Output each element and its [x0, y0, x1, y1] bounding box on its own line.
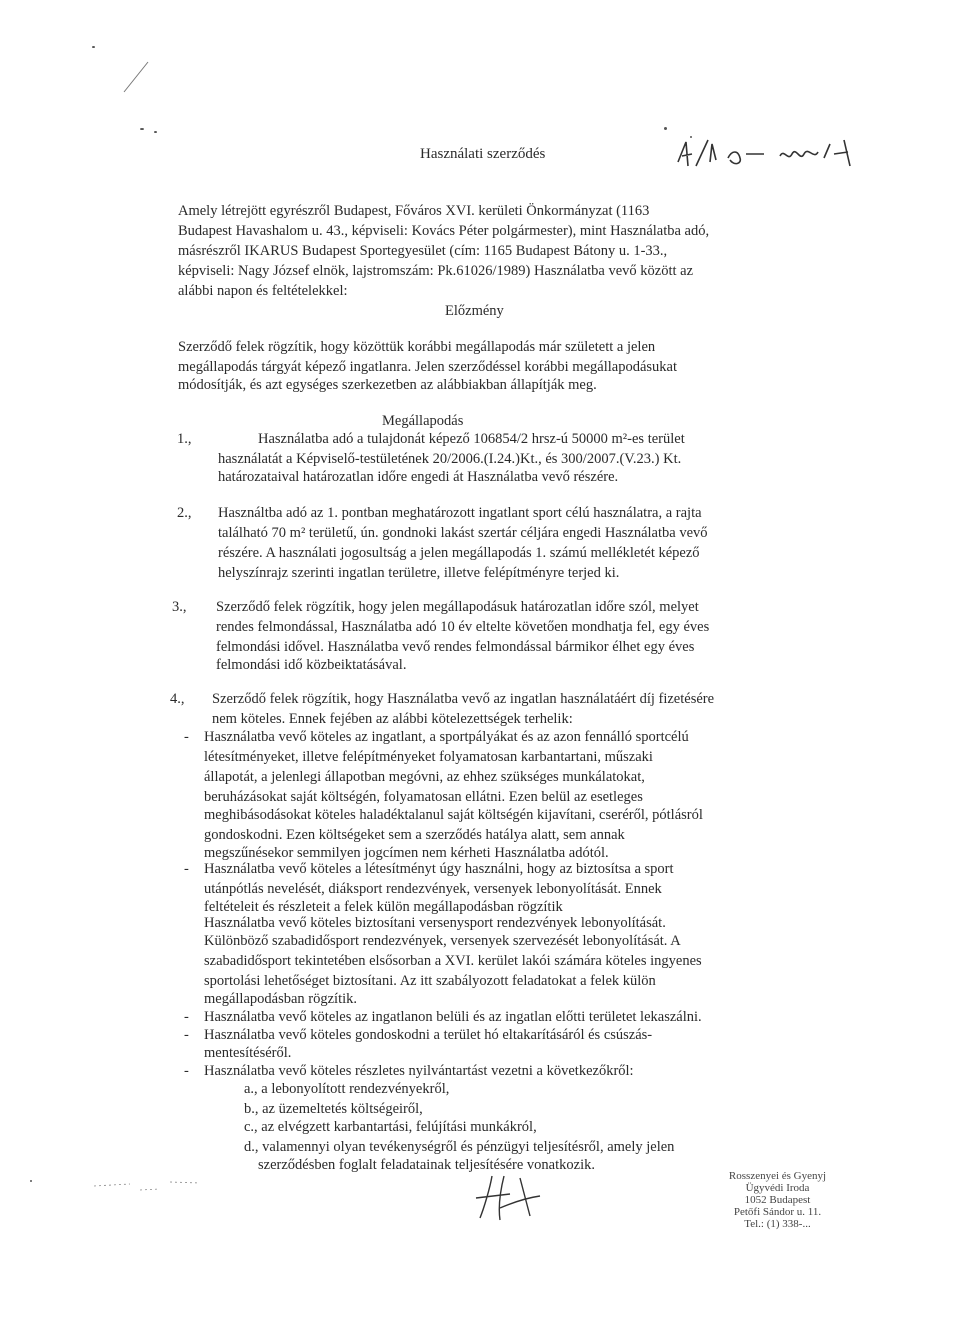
bullet-3-line: megállapodásban rögzítik.	[204, 991, 358, 1007]
bullet-5-line: Használatba vevő köteles gondoskodni a terület hó eltakarításáról és csúszás-	[204, 1027, 653, 1043]
paragraph-3-line: felmondási idő közbeiktatásával.	[216, 657, 407, 673]
subitem: d., valamennyi olyan tevékenységről és pénzügyi teljesítésről, amely jelen	[244, 1139, 675, 1155]
paragraph-2-line: helyszínrajz szerinti ingatlan területre, illetve felépítményre terjed ki.	[218, 565, 620, 581]
paragraph-2-line: Használtba adó az 1. pontban meghatározott ingatlant sport célú használatra, a rajta	[218, 505, 702, 521]
bullet-1-line: meghibásodásokat köteles haladéktalanul saját költségén kijavítani, cseréről, pótlásról	[204, 807, 703, 823]
preamble-line: megállapodás tárgyát képező ingatlanra. Jelen szerződéssel korábbi megállapodásukat	[178, 359, 677, 375]
subitem: a., a lebonyolított rendezvényekről,	[244, 1081, 450, 1097]
scan-speck	[92, 46, 95, 48]
bullet-1-line: gondoskodni. Ezen költségeket sem a szerződés hatálya alatt, sem annak	[204, 827, 625, 843]
subitem: b., az üzemeltetés költségeiről,	[244, 1101, 423, 1117]
paragraph-1-line: Használatba adó a tulajdonát képező 106854/2 hrsz-ú 50000 m²-es terület	[258, 431, 685, 447]
stamp-line: Ügyvédi Iroda	[745, 1182, 810, 1194]
bullet-3-line: Különböző szabadidősport rendezvények, versenyek szervezését lebonyolítását. A	[204, 933, 681, 949]
preamble-line: módosítják, és azt egységes szerkezetben az alábbiakban állapítják meg.	[178, 377, 597, 393]
preamble-heading: Előzmény	[445, 303, 504, 319]
bullet-2-line: feltételeit és részleteit a felek külön megállapodásban rögzítik	[204, 899, 563, 915]
paragraph-number: 4.,	[170, 691, 185, 707]
bullet-1-line: létesítményeket, illetve felépítményeket folyamatosan karbantartani, műszaki	[204, 749, 653, 765]
bullet-3-line: szabadidősport tekintetében elsősorban a XVI. kerület lakói számára köteles ingyenes	[204, 953, 702, 969]
preamble-line: Szerződő felek rögzítik, hogy közöttük korábbi megállapodás már született a jelen	[178, 339, 656, 355]
bullet-dash: -	[184, 1009, 189, 1025]
intro-line: másrészről IKARUS Budapest Sportegyesület (cím: 1165 Budapest Bátony u. 1-33.,	[178, 243, 668, 259]
paragraph-3-line: Szerződő felek rögzítik, hogy jelen megállapodásuk határozatlan időre szól, melyet	[216, 599, 699, 615]
subitem: c., az elvégzett karbantartási, felújítási munkákról,	[244, 1119, 537, 1135]
bullet-dash: -	[184, 1027, 189, 1043]
intro-line: Amely létrejött egyrészről Budapest, Főváros XVI. kerületi Önkormányzat (1163	[178, 203, 650, 219]
paragraph-2-line: található 70 m² területű, ún. gondnoki lakást szertár céljára engedi Használatba vevő	[218, 525, 708, 541]
paragraph-1-line: használatát a Képviselő-testületének 20/2006.(I.24.)Kt., és 300/2007.(V.23.) Kt.	[218, 451, 682, 467]
page-title: Használati szerződés	[420, 146, 546, 162]
scan-speck	[140, 128, 144, 130]
scan-speck	[154, 131, 157, 133]
bullet-dash: -	[184, 1063, 189, 1079]
bullet-4-line: Használatba vevő köteles az ingatlanon belüli és az ingatlan előtti területet lekaszálni.	[204, 1009, 702, 1025]
intro-line: képviseli: Nagy József elnök, lajstromszám: Pk.61026/1989) Használatba vevő között az	[178, 263, 694, 279]
stamp-line: Tel.: (1) 338-...	[744, 1218, 811, 1230]
bullet-1-line: beruházásokat saját költségén, folyamatosan ellátni. Ezen belül az esetleges	[204, 789, 643, 805]
bullet-6-line: Használatba vevő köteles részletes nyilvántartást vezetni a következőkről:	[204, 1063, 634, 1079]
handwritten-note	[668, 132, 858, 178]
paragraph-3-line: felmondási idővel. Használatba vevő rendes felmondással bármikor élhet egy éves	[216, 639, 695, 655]
bullet-2-line: Használatba vevő köteles a létesítményt úgy használni, hogy az biztosítsa a sport	[204, 861, 674, 877]
scan-noise	[90, 1172, 210, 1202]
paragraph-2-line: részére. A használati jogosultság a jelen megállapodás 1. számú mellékletét képező	[218, 545, 700, 561]
bullet-2-line: utánpótlás nevelését, diáksport rendezvények, versenyek lebonyolítását. Ennek	[204, 881, 662, 897]
stamp-line: Rosszenyei és Gyenyj	[728, 1170, 827, 1182]
signature	[470, 1168, 560, 1224]
subitem: szerződésben foglalt feladatainak teljesítésére vonatkozik.	[258, 1157, 595, 1173]
paragraph-number: 3.,	[172, 599, 187, 615]
bullet-dash: -	[184, 861, 189, 877]
stamp-line: 1052 Budapest	[744, 1194, 811, 1206]
stamp	[690, 1170, 865, 1230]
paragraph-1-line: határozataival határozatlan időre engedi át Használatba vevő részére.	[218, 469, 619, 485]
paragraph-number: 1.,	[177, 431, 192, 447]
scan-speck	[664, 127, 667, 130]
bullet-1-line: állapotát, a jelenlegi állapotban megóvni, az ehhez szükséges munkálatokat,	[204, 769, 645, 785]
bullet-3-line: sportolási lehetőséget biztosítani. Az itt szabályozott feladatokat a felek külön	[204, 973, 656, 989]
paragraph-number: 2.,	[177, 505, 192, 521]
paragraph-4-line: nem köteles. Ennek fejében az alábbi kötelezettségek terhelik:	[212, 711, 573, 727]
bullet-5-line: mentesítéséről.	[204, 1045, 292, 1061]
agreement-heading: Megállapodás	[382, 413, 464, 429]
stamp-line: Petőfi Sándor u. 11.	[733, 1206, 822, 1218]
intro-line: alábbi napon és feltételekkel:	[178, 283, 348, 299]
bullet-1-line: Használatba vevő köteles az ingatlant, a sportpályákat és az azon fennálló sportcélú	[204, 729, 689, 745]
bullet-3-line: Használatba vevő köteles biztosítani versenysport rendezvények lebonyolítását.	[204, 915, 666, 931]
bullet-1-line: megszűnésekor semmilyen jogcímen nem kérheti Használatba adótól.	[204, 845, 609, 861]
bullet-dash: -	[184, 729, 189, 745]
paragraph-4-line: Szerződő felek rögzítik, hogy Használatba vevő az ingatlan használatáért díj fizetésére	[212, 691, 715, 707]
intro-line: Budapest Havashalom u. 43., képviseli: Kovács Péter polgármester), mint Használatba adó,	[178, 223, 710, 239]
paragraph-3-line: rendes felmondással, Használatba adó 10 év eltelte követően mondhatja fel, egy éves	[216, 619, 710, 635]
scan-speck	[30, 1180, 32, 1182]
scan-mark	[110, 60, 150, 100]
